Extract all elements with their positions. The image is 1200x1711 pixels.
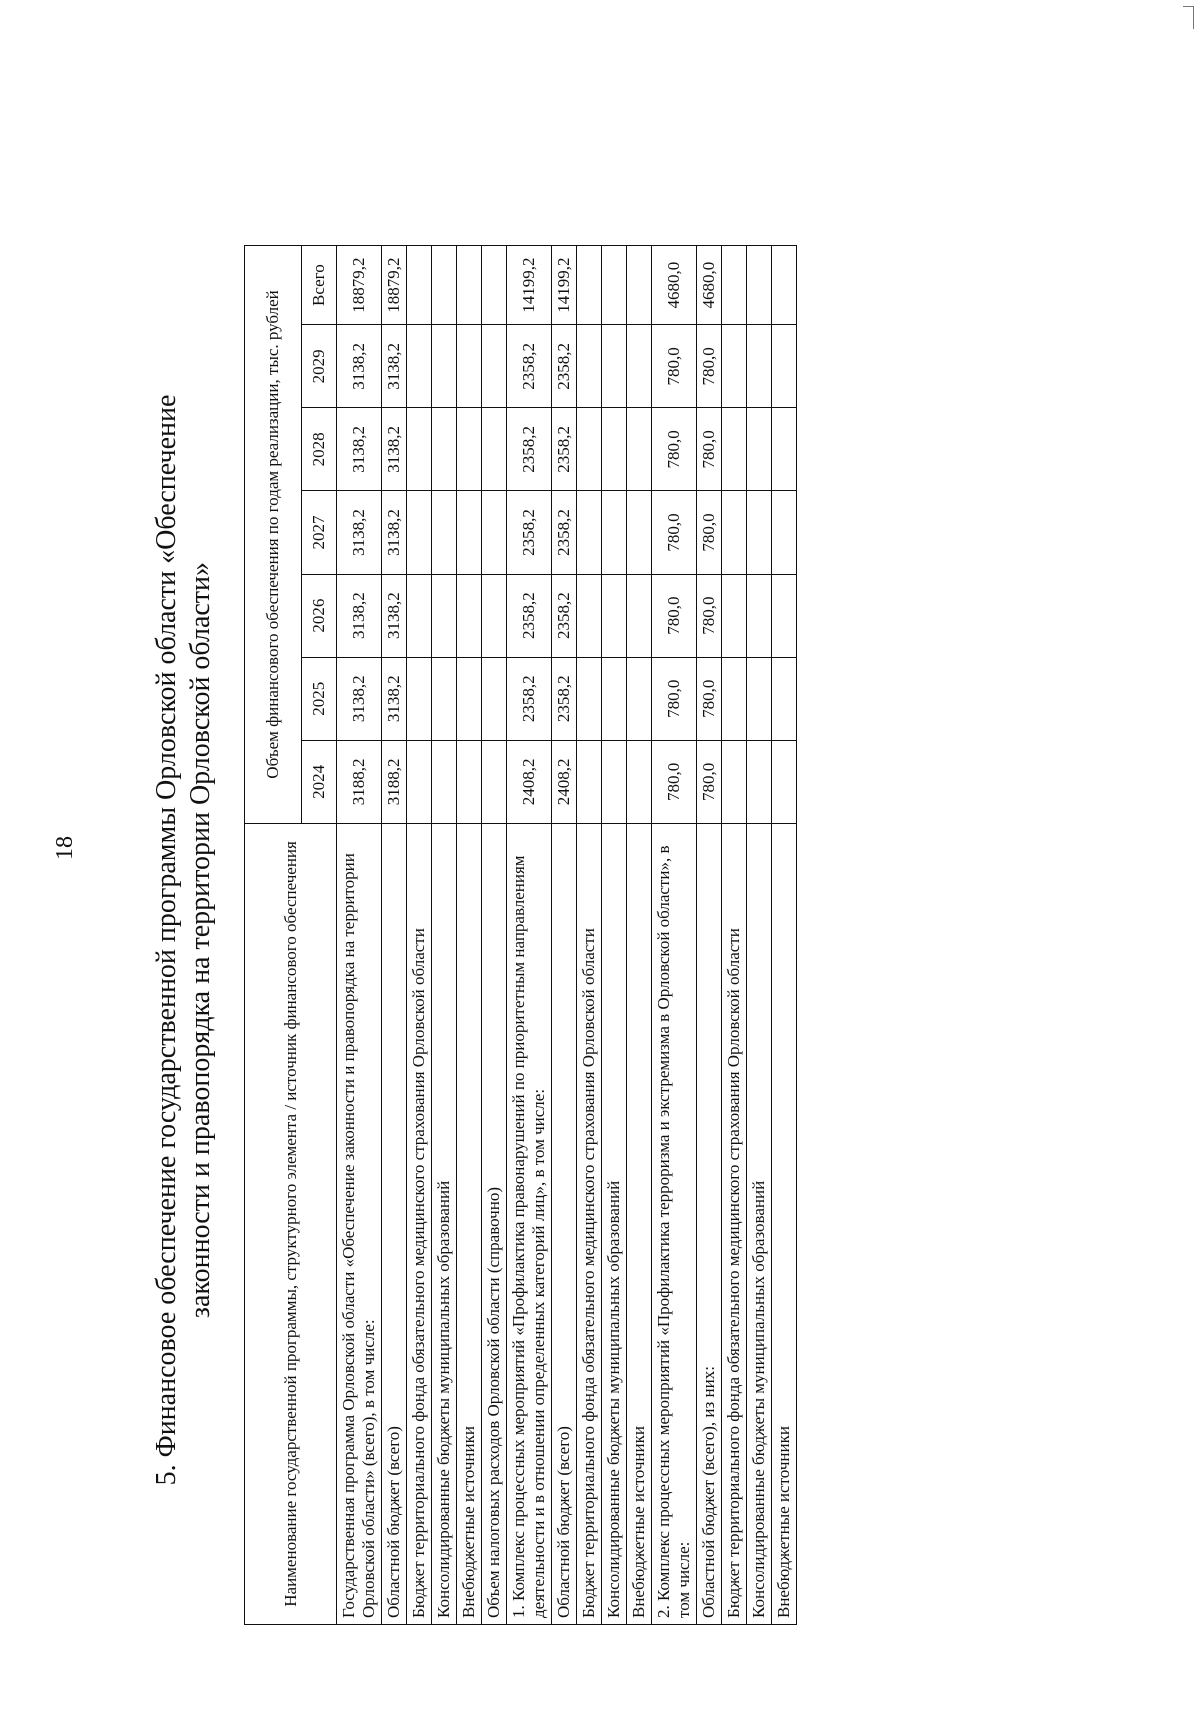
- row-total-cell: 18879,2: [382, 246, 407, 325]
- row-value-cell: 780,0: [697, 325, 722, 408]
- row-label: Консолидированные бюджеты муниципальных образований: [602, 823, 627, 1624]
- row-total-cell: [722, 246, 747, 325]
- row-value-cell: [602, 408, 627, 491]
- row-value-cell: [772, 574, 797, 657]
- row-value-cell: [577, 740, 602, 823]
- row-value-cell: [482, 491, 507, 574]
- row-value-cell: [747, 408, 772, 491]
- row-value-cell: 3138,2: [337, 657, 382, 740]
- table-row: [602, 246, 627, 1625]
- row-value-cell: [722, 740, 747, 823]
- table-header-row: [245, 246, 302, 1625]
- row-label: Консолидированные бюджеты муниципальных образований: [432, 823, 457, 1624]
- row-value-cell: [407, 325, 432, 408]
- table-row: [627, 246, 652, 1625]
- row-value-cell: [772, 408, 797, 491]
- row-value-cell: 2358,2: [507, 657, 552, 740]
- row-value-cell: [457, 657, 482, 740]
- table-row: [652, 246, 697, 1625]
- row-value-cell: [747, 325, 772, 408]
- header-funding-group: Объем финансового обеспечения по годам реализации, тыс. рублей: [245, 246, 302, 824]
- header-year: 2026: [302, 574, 337, 657]
- row-value-cell: [747, 657, 772, 740]
- row-value-cell: [482, 574, 507, 657]
- row-label: Внебюджетные источники: [627, 823, 652, 1624]
- row-label: Бюджет территориального фонда обязательного медицинского страхования Орловской области: [407, 823, 432, 1624]
- row-value-cell: [627, 740, 652, 823]
- row-value-cell: [432, 740, 457, 823]
- row-value-cell: 3138,2: [382, 408, 407, 491]
- row-value-cell: 2408,2: [507, 740, 552, 823]
- row-value-cell: [457, 408, 482, 491]
- row-total-cell: 14199,2: [552, 246, 577, 325]
- row-value-cell: [407, 657, 432, 740]
- row-value-cell: 3138,2: [382, 574, 407, 657]
- row-total-cell: [432, 246, 457, 325]
- row-value-cell: [747, 491, 772, 574]
- row-value-cell: 3138,2: [337, 325, 382, 408]
- row-value-cell: [772, 657, 797, 740]
- row-label: Консолидированные бюджеты муниципальных образований: [747, 823, 772, 1624]
- row-label: Внебюджетные источники: [457, 823, 482, 1624]
- table-row: [482, 246, 507, 1625]
- row-value-cell: 780,0: [652, 574, 697, 657]
- table-row: [507, 246, 552, 1625]
- row-value-cell: 2358,2: [507, 574, 552, 657]
- row-value-cell: [482, 408, 507, 491]
- row-total-cell: 4680,0: [652, 246, 697, 325]
- row-value-cell: [627, 408, 652, 491]
- table-row: [382, 246, 407, 1625]
- row-value-cell: [577, 491, 602, 574]
- row-value-cell: 780,0: [652, 491, 697, 574]
- table-row: [772, 246, 797, 1625]
- row-label: Областной бюджет (всего): [382, 823, 407, 1624]
- table-row: [552, 246, 577, 1625]
- table-row: [457, 246, 482, 1625]
- row-value-cell: [722, 574, 747, 657]
- corner-crop-mark: [1183, 6, 1194, 29]
- header-total: Всего: [302, 246, 337, 325]
- row-total-cell: [577, 246, 602, 325]
- row-value-cell: 2358,2: [507, 491, 552, 574]
- row-label: Объем налоговых расходов Орловской области (справочно): [482, 823, 507, 1624]
- row-value-cell: [407, 740, 432, 823]
- table-row: [577, 246, 602, 1625]
- row-value-cell: [432, 491, 457, 574]
- row-label: 1. Комплекс процессных мероприятий «Профилактика правонарушений по приоритетным направлениям деятельности и в отношении определенных категорий лиц», в том числе:: [507, 823, 552, 1624]
- row-value-cell: [432, 408, 457, 491]
- row-value-cell: [602, 740, 627, 823]
- row-value-cell: 3138,2: [337, 408, 382, 491]
- row-total-cell: [457, 246, 482, 325]
- row-value-cell: [747, 740, 772, 823]
- row-value-cell: [722, 657, 747, 740]
- row-value-cell: [482, 740, 507, 823]
- row-label: Государственная программа Орловской области «Обеспечение законности и правопорядка на территории Орловской области» (всего), в том числе:: [337, 823, 382, 1624]
- row-value-cell: [602, 574, 627, 657]
- row-value-cell: [747, 574, 772, 657]
- row-value-cell: 3138,2: [337, 574, 382, 657]
- row-value-cell: [602, 325, 627, 408]
- row-value-cell: 780,0: [697, 408, 722, 491]
- row-value-cell: [407, 491, 432, 574]
- row-value-cell: 2358,2: [552, 325, 577, 408]
- row-value-cell: [457, 325, 482, 408]
- row-label: Бюджет территориального фонда обязательного медицинского страхования Орловской области: [577, 823, 602, 1624]
- header-year: 2027: [302, 491, 337, 574]
- row-total-cell: [772, 246, 797, 325]
- row-label: Бюджет территориального фонда обязательного медицинского страхования Орловской области: [722, 823, 747, 1624]
- row-value-cell: [627, 325, 652, 408]
- row-value-cell: [482, 325, 507, 408]
- row-value-cell: [722, 408, 747, 491]
- row-value-cell: 780,0: [652, 325, 697, 408]
- row-value-cell: [432, 325, 457, 408]
- row-label: Областной бюджет (всего): [552, 823, 577, 1624]
- row-total-cell: [627, 246, 652, 325]
- row-value-cell: [772, 491, 797, 574]
- row-value-cell: [407, 574, 432, 657]
- row-value-cell: [772, 740, 797, 823]
- header-name-column: Наименование государственной программы, структурного элемента / источник финансового обеспечения: [245, 823, 337, 1624]
- header-year: 2029: [302, 325, 337, 408]
- row-value-cell: 3138,2: [337, 491, 382, 574]
- header-year: 2024: [302, 740, 337, 823]
- row-value-cell: [627, 574, 652, 657]
- row-total-cell: [747, 246, 772, 325]
- row-value-cell: [577, 574, 602, 657]
- row-value-cell: [627, 657, 652, 740]
- row-value-cell: [457, 491, 482, 574]
- row-value-cell: 780,0: [652, 657, 697, 740]
- row-value-cell: 780,0: [652, 740, 697, 823]
- financing-table-container: [244, 245, 984, 1625]
- header-year: 2028: [302, 408, 337, 491]
- row-value-cell: 780,0: [697, 491, 722, 574]
- row-total-cell: 4680,0: [697, 246, 722, 325]
- section-title-line-1: 5. Финансовое обеспечение государственной программы Орловской области «Обеспечение: [151, 394, 182, 1486]
- row-value-cell: 780,0: [697, 574, 722, 657]
- table-row: [747, 246, 772, 1625]
- table-row: [337, 246, 382, 1625]
- row-label: Внебюджетные источники: [772, 823, 797, 1624]
- row-value-cell: 2358,2: [552, 574, 577, 657]
- row-value-cell: 2358,2: [552, 657, 577, 740]
- table-row: [722, 246, 747, 1625]
- row-value-cell: 3138,2: [382, 491, 407, 574]
- row-value-cell: [577, 657, 602, 740]
- row-value-cell: 3188,2: [382, 740, 407, 823]
- row-value-cell: 780,0: [697, 657, 722, 740]
- page-number: 18: [52, 836, 78, 860]
- row-total-cell: [482, 246, 507, 325]
- row-total-cell: [602, 246, 627, 325]
- section-title-line-2: законности и правопорядка на территории Орловской области»: [185, 561, 216, 1319]
- row-value-cell: [577, 325, 602, 408]
- row-value-cell: [772, 325, 797, 408]
- row-value-cell: 3138,2: [382, 657, 407, 740]
- table-row: [697, 246, 722, 1625]
- row-value-cell: 780,0: [652, 408, 697, 491]
- row-label: 2. Комплекс процессных мероприятий «Профилактика терроризма и экстремизма в Орловской области», в том числе:: [652, 823, 697, 1624]
- row-value-cell: [627, 491, 652, 574]
- row-value-cell: [432, 657, 457, 740]
- row-value-cell: 2358,2: [552, 491, 577, 574]
- row-value-cell: [482, 657, 507, 740]
- row-value-cell: [602, 657, 627, 740]
- row-value-cell: [722, 325, 747, 408]
- table-body: [337, 246, 797, 1625]
- financing-table: [244, 245, 797, 1625]
- row-value-cell: [602, 491, 627, 574]
- row-total-cell: 18879,2: [337, 246, 382, 325]
- row-value-cell: 2358,2: [552, 408, 577, 491]
- row-value-cell: [457, 740, 482, 823]
- row-value-cell: [457, 574, 482, 657]
- row-value-cell: [577, 408, 602, 491]
- row-value-cell: [432, 574, 457, 657]
- row-value-cell: 3188,2: [337, 740, 382, 823]
- header-year: 2025: [302, 657, 337, 740]
- row-total-cell: [407, 246, 432, 325]
- table-row: [432, 246, 457, 1625]
- row-value-cell: [407, 408, 432, 491]
- row-label: Областной бюджет (всего), из них:: [697, 823, 722, 1624]
- row-value-cell: 2358,2: [507, 325, 552, 408]
- table-row: [407, 246, 432, 1625]
- row-total-cell: 14199,2: [507, 246, 552, 325]
- row-value-cell: 780,0: [697, 740, 722, 823]
- row-value-cell: 3138,2: [382, 325, 407, 408]
- row-value-cell: 2358,2: [507, 408, 552, 491]
- row-value-cell: 2408,2: [552, 740, 577, 823]
- row-value-cell: [722, 491, 747, 574]
- section-title: [150, 255, 218, 1625]
